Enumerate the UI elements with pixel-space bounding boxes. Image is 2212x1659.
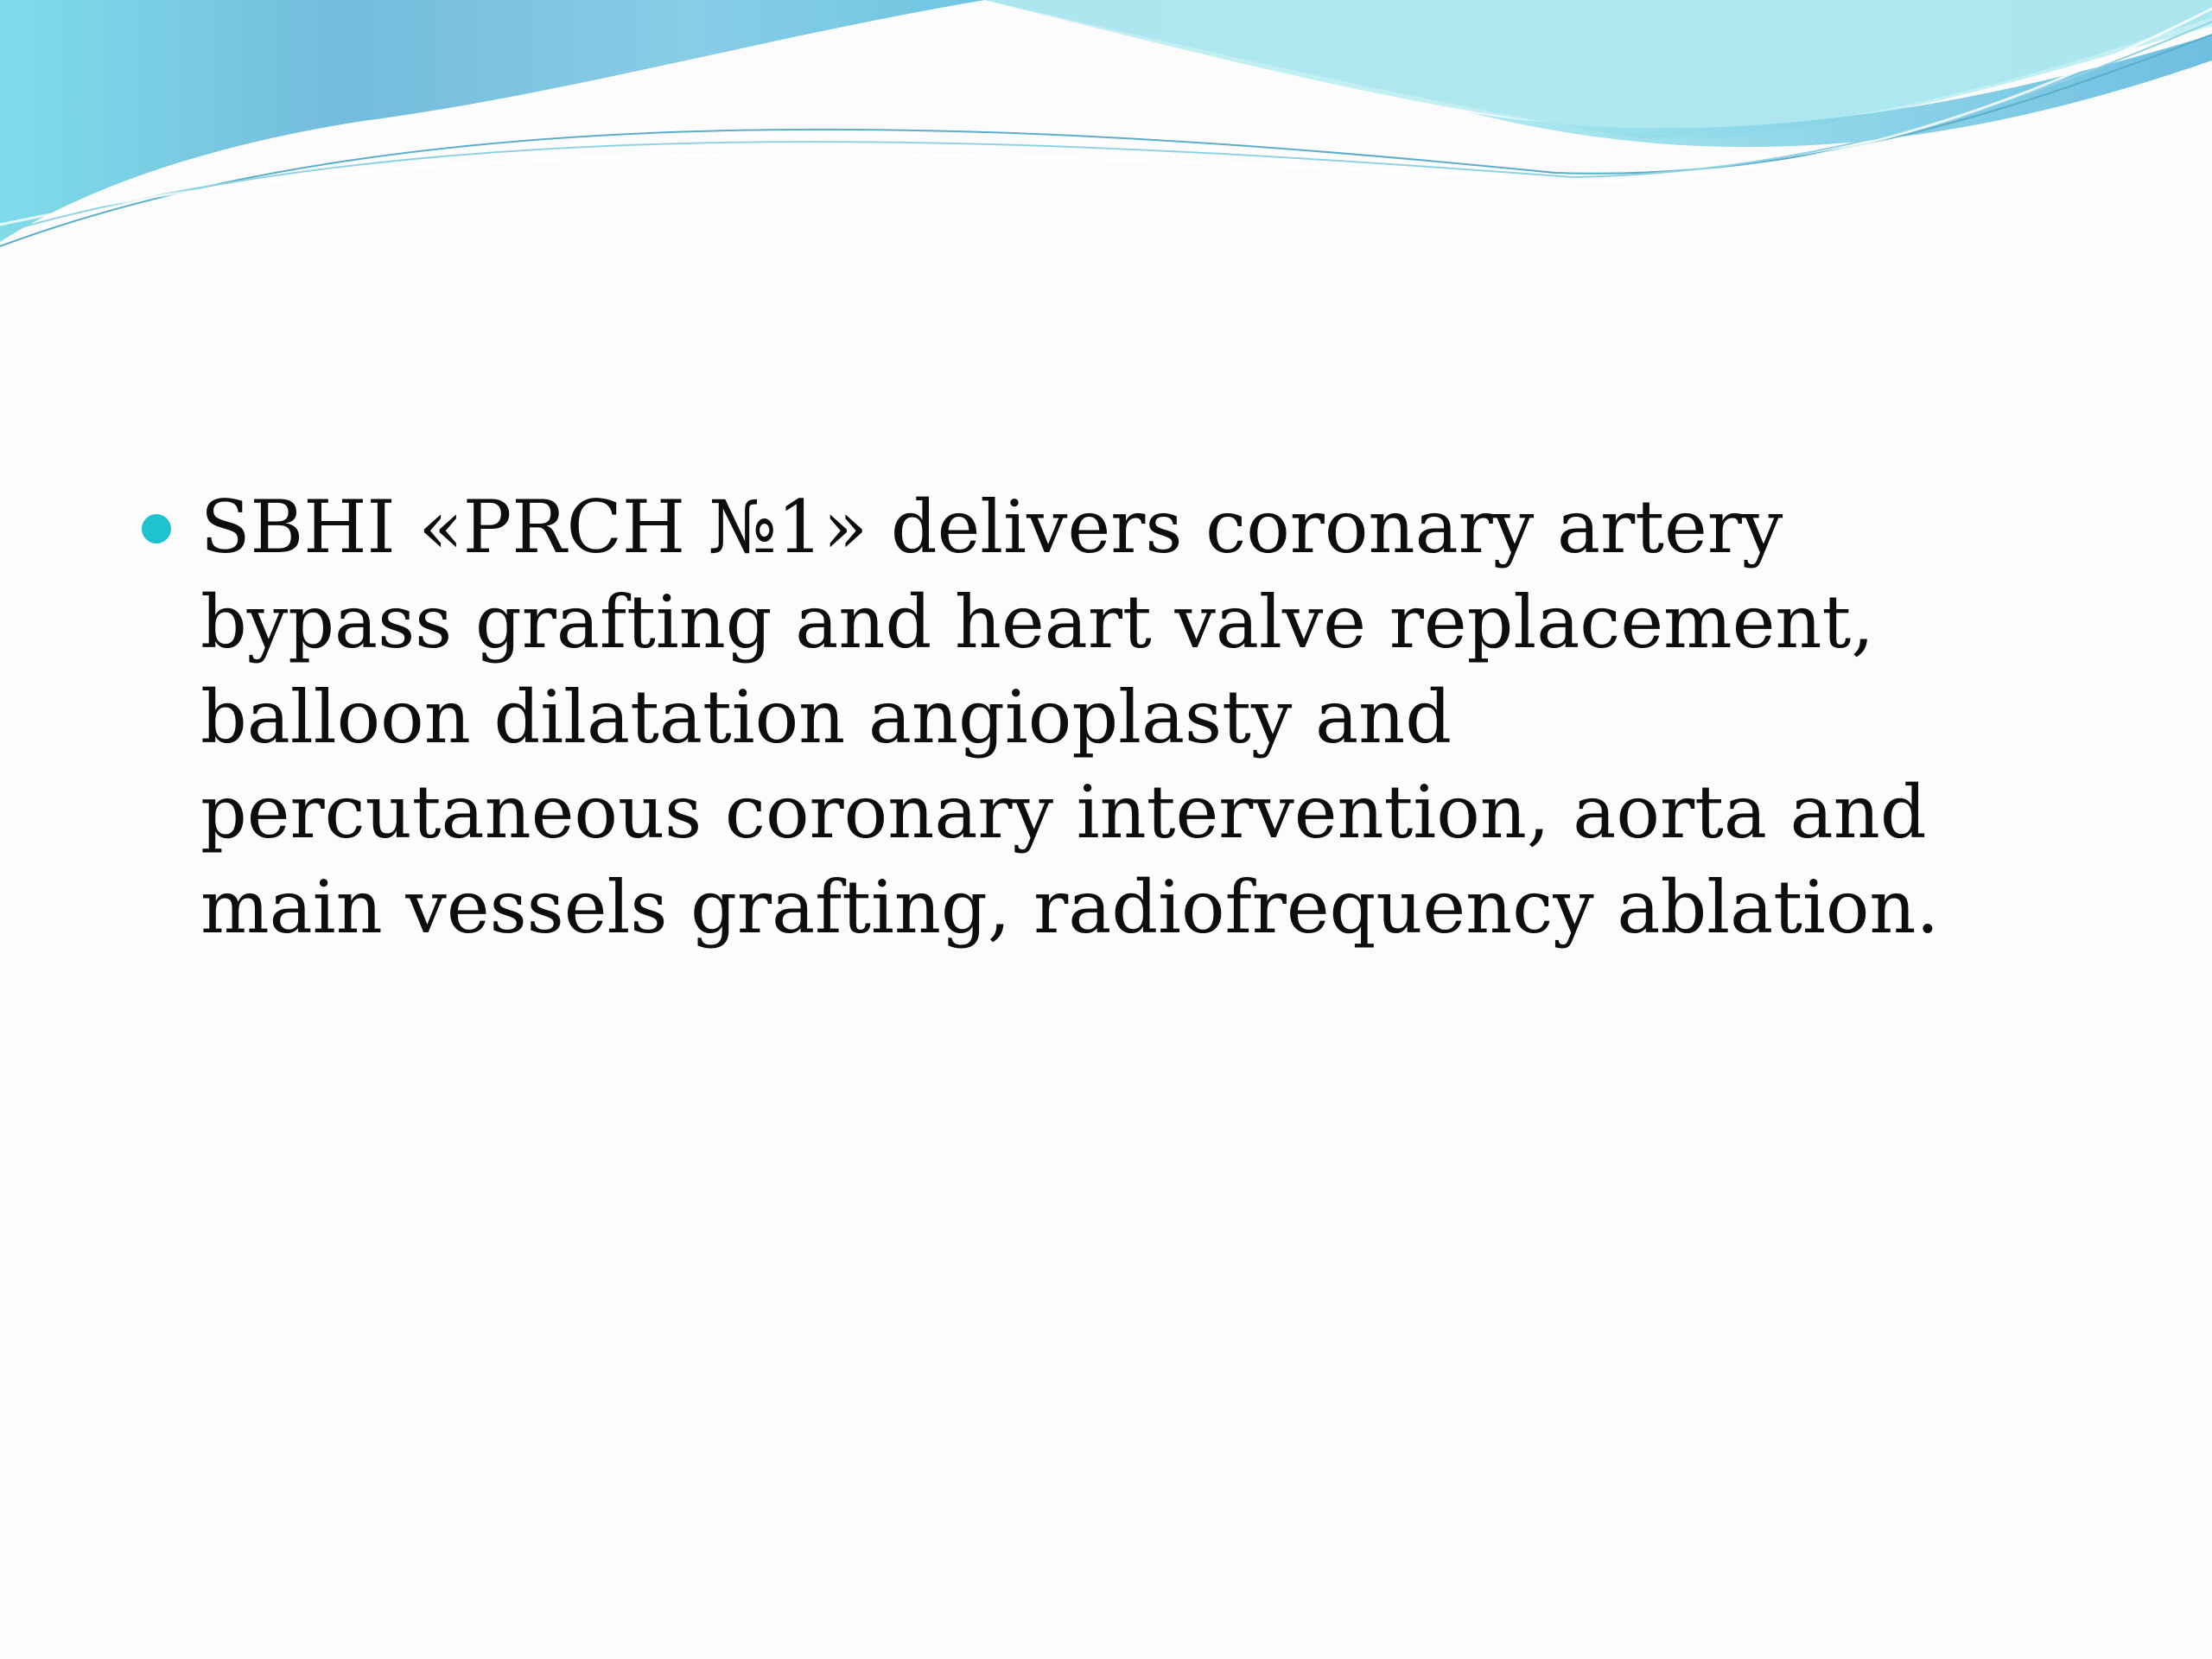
bullet-text: SBHI «PRCH №1» delivers coronary artery bypass grafting and heart valve replacement, balloon dilatation angioplasty and percutaneous coronary intervention, aorta and main vessels grafting, radiofrequency ablation. (200, 485, 1940, 950)
header-wave-decoration (0, 0, 2212, 259)
slide-content (138, 480, 1953, 955)
bullet-dot-icon (142, 514, 171, 543)
bullet-item (138, 480, 1953, 955)
